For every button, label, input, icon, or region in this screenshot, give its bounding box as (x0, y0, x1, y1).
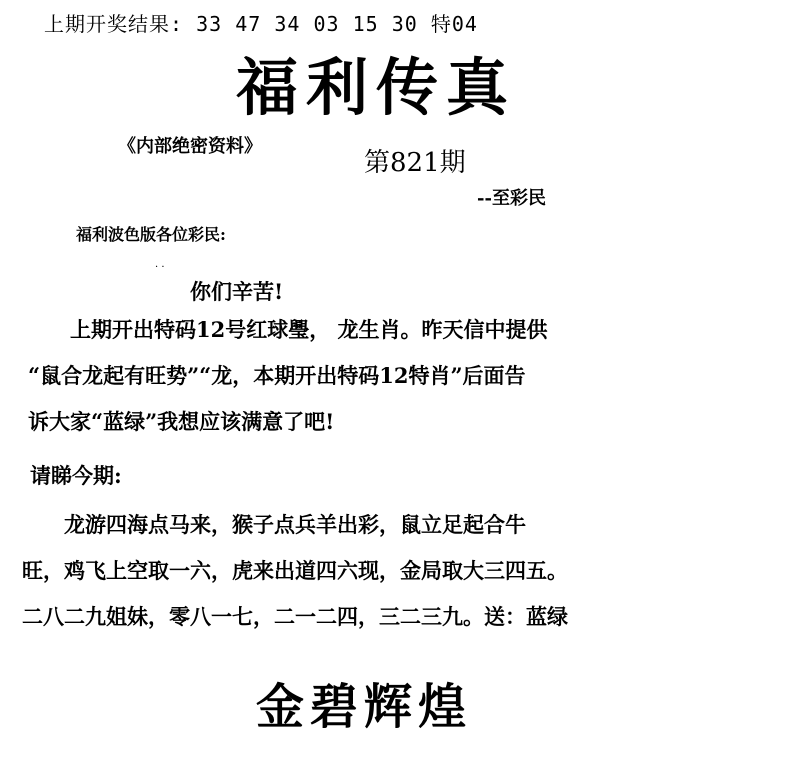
salutation: 福利波色版各位彩民: (76, 225, 226, 244)
paragraph-2-line: 龙游四海点马来，猴子点兵羊出彩，鼠立足起合牛 (22, 512, 526, 537)
page-title: 福利传真 (236, 51, 517, 124)
issue-number: 第821期 (364, 148, 466, 178)
paragraph-1-line: 诉大家“蓝绿”我想应该满意了吧! (28, 409, 335, 434)
paragraph-1 (28, 307, 768, 445)
paragraph-1-line: “鼠合龙起有旺势”“龙，本期开出特码12特肖”后面告 (28, 363, 526, 388)
paragraph-2-line: 旺，鸡飞上空取一六，虎来出道四六现，金局取大三四五。 (22, 558, 568, 583)
greeting: 你们辛苦! (190, 279, 284, 304)
subtitle: 《内部绝密资料》 (118, 136, 262, 157)
sender-line: --至彩民 (477, 188, 546, 209)
previous-result: 上期开奖结果: 33 47 34 03 15 30 特04 (44, 12, 478, 36)
paragraph-2-line: 二八二九姐妹，零八一七，二一二四，三二三九。送：蓝绿 (22, 604, 568, 629)
paragraph-1-line: 上期开出特码12号红球璺， 龙生肖。昨天信中提供 (28, 317, 548, 342)
decorative-dots: · · (155, 262, 165, 273)
footer-slogan: 金碧辉煌 (256, 679, 473, 735)
paragraph-2 (22, 502, 762, 640)
invite-line: 请睇今期: (30, 463, 122, 488)
